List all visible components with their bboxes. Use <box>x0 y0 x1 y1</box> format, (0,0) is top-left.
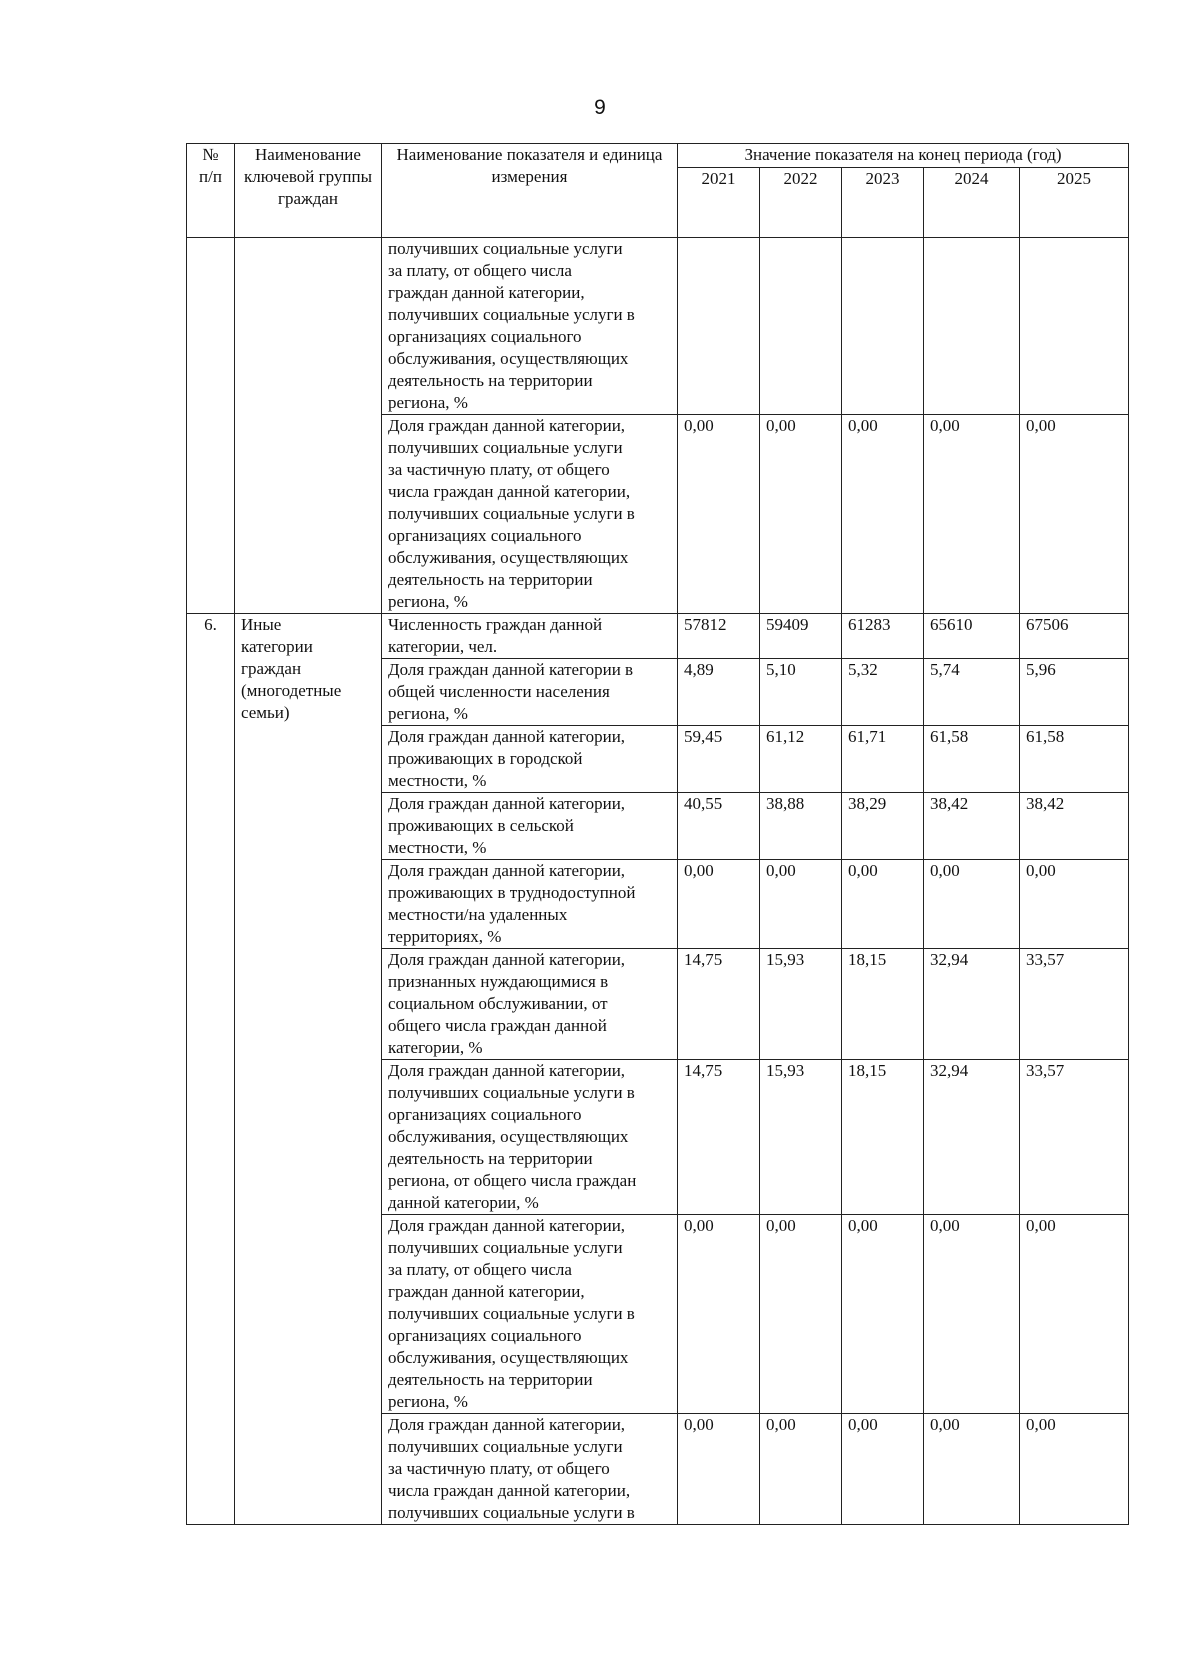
cell-value: 32,94 <box>924 1060 1020 1215</box>
cell-value: 14,75 <box>678 949 760 1060</box>
cell-value <box>924 238 1020 415</box>
cell-value: 0,00 <box>924 1414 1020 1525</box>
cell-value <box>678 238 760 415</box>
cell-value: 5,10 <box>760 659 842 726</box>
cell-value: 0,00 <box>924 860 1020 949</box>
cell-value: 61,58 <box>1020 726 1129 793</box>
header-row <box>187 144 1129 168</box>
cell-indicator: Доля граждан данной категории, проживающих в труднодоступной местности/на удаленных территориях, % <box>382 860 678 949</box>
cell-value: 0,00 <box>842 1414 924 1525</box>
cell-value: 0,00 <box>1020 1414 1129 1525</box>
cell-value <box>760 238 842 415</box>
cell-value: 0,00 <box>842 415 924 614</box>
cell-value: 0,00 <box>1020 1215 1129 1414</box>
cell-value: 61283 <box>842 614 924 659</box>
cell-value: 0,00 <box>924 1215 1020 1414</box>
cell-value: 5,32 <box>842 659 924 726</box>
cell-group <box>235 238 382 614</box>
cell-indicator: Доля граждан данной категории в общей численности населения региона, % <box>382 659 678 726</box>
header-no: № п/п <box>187 144 235 238</box>
cell-value: 38,42 <box>924 793 1020 860</box>
cell-value: 0,00 <box>678 1215 760 1414</box>
cell-value <box>1020 238 1129 415</box>
cell-indicator: Численность граждан данной категории, чел. <box>382 614 678 659</box>
cell-value: 67506 <box>1020 614 1129 659</box>
cell-indicator: Доля граждан данной категории, получивших социальные услуги за частичную плату, от общего числа граждан данной категории, получивших социальные услуги в <box>382 1414 678 1525</box>
cell-value: 0,00 <box>924 415 1020 614</box>
cell-value: 18,15 <box>842 949 924 1060</box>
cell-indicator: Доля граждан данной категории, получивших социальные услуги в организациях социального обслуживания, осуществляющих деятельность на территории региона, от общего числа граждан данной категории, % <box>382 1060 678 1215</box>
cell-value: 32,94 <box>924 949 1020 1060</box>
header-year: 2024 <box>924 168 1020 238</box>
cell-value: 0,00 <box>678 415 760 614</box>
cell-value: 38,29 <box>842 793 924 860</box>
cell-value: 40,55 <box>678 793 760 860</box>
cell-value: 38,88 <box>760 793 842 860</box>
cell-indicator: Доля граждан данной категории, получивших социальные услуги за плату, от общего числа граждан данной категории, получивших социальные услуги в организациях социального обслуживания, осуществляющих деятельность на территории региона, % <box>382 1215 678 1414</box>
header-year: 2022 <box>760 168 842 238</box>
cell-value: 14,75 <box>678 1060 760 1215</box>
cell-value: 0,00 <box>1020 415 1129 614</box>
cell-group: Иные категории граждан (многодетные семьи) <box>235 614 382 1525</box>
header-indicator: Наименование показателя и единица измерения <box>382 144 678 238</box>
cell-value: 4,89 <box>678 659 760 726</box>
cell-indicator: Доля граждан данной категории, проживающих в городской местности, % <box>382 726 678 793</box>
header-year: 2025 <box>1020 168 1129 238</box>
cell-value: 0,00 <box>760 1215 842 1414</box>
indicators-table <box>186 143 1129 1525</box>
cell-indicator: Доля граждан данной категории, признанных нуждающимися в социальном обслуживании, от общего числа граждан данной категории, % <box>382 949 678 1060</box>
cell-value: 0,00 <box>1020 860 1129 949</box>
header-year: 2021 <box>678 168 760 238</box>
cell-value: 0,00 <box>760 1414 842 1525</box>
cell-value: 0,00 <box>760 415 842 614</box>
cell-value: 0,00 <box>760 860 842 949</box>
cell-value: 0,00 <box>678 860 760 949</box>
cell-value: 57812 <box>678 614 760 659</box>
cell-value: 61,12 <box>760 726 842 793</box>
cell-value: 15,93 <box>760 1060 842 1215</box>
header-year: 2023 <box>842 168 924 238</box>
table-row <box>187 238 1129 415</box>
cell-value: 33,57 <box>1020 1060 1129 1215</box>
cell-no: 6. <box>187 614 235 1525</box>
cell-value: 5,96 <box>1020 659 1129 726</box>
page-number: 9 <box>594 96 606 119</box>
cell-indicator: получивших социальные услуги за плату, от общего числа граждан данной категории, получивших социальные услуги в организациях социального обслуживания, осуществляющих деятельность на территории региона, % <box>382 238 678 415</box>
header-group: Наименование ключевой группы граждан <box>235 144 382 238</box>
cell-value <box>842 238 924 415</box>
cell-value: 33,57 <box>1020 949 1129 1060</box>
cell-value: 0,00 <box>842 860 924 949</box>
cell-indicator: Доля граждан данной категории, проживающих в сельской местности, % <box>382 793 678 860</box>
cell-no <box>187 238 235 614</box>
cell-value: 61,58 <box>924 726 1020 793</box>
cell-value: 0,00 <box>678 1414 760 1525</box>
cell-indicator: Доля граждан данной категории, получивших социальные услуги за частичную плату, от общего числа граждан данной категории, получивших социальные услуги в организациях социального обслуживания, осуществляющих деятельность на территории региона, % <box>382 415 678 614</box>
cell-value: 5,74 <box>924 659 1020 726</box>
cell-value: 0,00 <box>842 1215 924 1414</box>
cell-value: 65610 <box>924 614 1020 659</box>
cell-value: 15,93 <box>760 949 842 1060</box>
header-period: Значение показателя на конец периода (год) <box>678 144 1129 168</box>
cell-value: 18,15 <box>842 1060 924 1215</box>
table-row <box>187 614 1129 659</box>
cell-value: 59,45 <box>678 726 760 793</box>
cell-value: 61,71 <box>842 726 924 793</box>
cell-value: 38,42 <box>1020 793 1129 860</box>
cell-value: 59409 <box>760 614 842 659</box>
